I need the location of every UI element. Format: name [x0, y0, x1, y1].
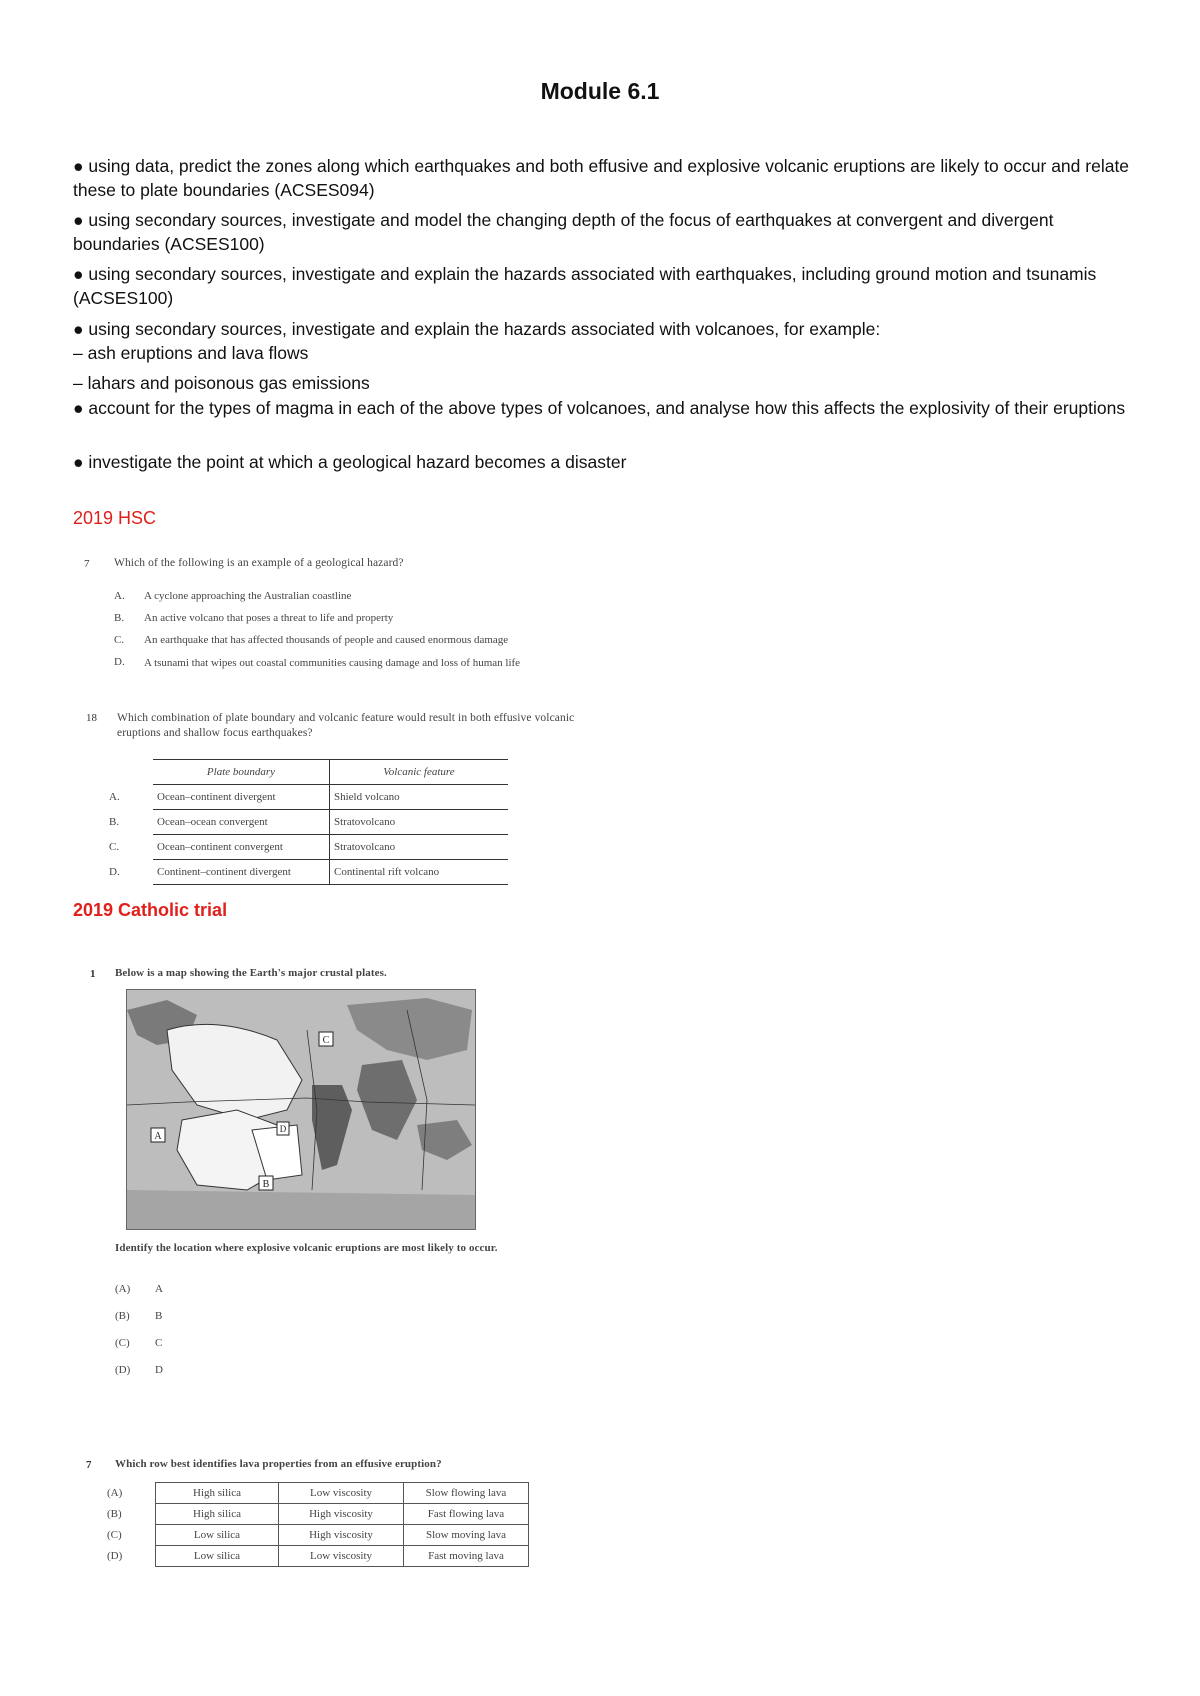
option-text: An earthquake that has affected thousands of people and caused enormous damage [144, 634, 509, 646]
cell-viscosity: Low viscosity [279, 1546, 404, 1567]
objective-1: ● using data, predict the zones along which earthquakes and both effusive and explosive volcanic eruptions are likely to occur and relate these to plate boundaries (ACSES094) [73, 156, 1130, 200]
table-row [101, 1546, 529, 1567]
question-text: Which combination of plate boundary and volcanic feature would result in both effusive volcanic eruptions and shallow focus earthquakes? [117, 712, 575, 739]
cell-feature: Continental rift volcano [330, 860, 509, 885]
table-header: Plate boundary [153, 760, 330, 785]
option-text: D [155, 1364, 163, 1376]
table-row [101, 1504, 529, 1525]
cell-silica: Low silica [156, 1546, 279, 1567]
cell-silica: High silica [156, 1483, 279, 1504]
objective-3: ● using secondary sources, investigate and explain the hazards associated with earthquakes, including ground motion and tsunamis (ACSES100) [73, 264, 1097, 308]
question-number: 1 [90, 968, 96, 980]
option-letter: (B) [115, 1310, 130, 1322]
cell-feature: Stratovolcano [330, 835, 509, 860]
question-number: 18 [86, 712, 97, 724]
option-letter: B. [114, 612, 125, 624]
objective-6: ● investigate the point at which a geological hazard becomes a disaster [73, 452, 627, 472]
crustal-plates-map [126, 989, 476, 1230]
page-title: Module 6.1 [540, 78, 660, 104]
cell-boundary: Ocean–continent convergent [153, 835, 330, 860]
question-text: Which row best identifies lava properties from an effusive eruption? [115, 1458, 442, 1470]
lava-properties-table [101, 1482, 529, 1567]
row-letter: (A) [107, 1487, 123, 1499]
cell-viscosity: High viscosity [279, 1504, 404, 1525]
cell-flow: Slow moving lava [404, 1525, 529, 1546]
option-text: A cyclone approaching the Australian coastline [144, 590, 352, 602]
cell-boundary: Ocean–ocean convergent [153, 810, 330, 835]
cell-feature: Shield volcano [330, 785, 509, 810]
table-row [105, 810, 508, 835]
map-label-a: A [154, 1131, 162, 1142]
objective-2: ● using secondary sources, investigate and model the changing depth of the focus of earthquakes at convergent and divergent boundaries (ACSES100) [73, 210, 1054, 254]
section-heading-hsc: 2019 HSC [73, 508, 157, 528]
objective-4b: – lahars and poisonous gas emissions [73, 373, 370, 393]
table-row [101, 1525, 529, 1546]
row-letter: A. [109, 791, 120, 803]
question-number: 7 [84, 558, 90, 570]
row-letter: (C) [107, 1529, 122, 1541]
cell-viscosity: Low viscosity [279, 1483, 404, 1504]
option-letter: (D) [115, 1364, 131, 1376]
question-text: Below is a map showing the Earth's major crustal plates. [115, 967, 387, 979]
row-letter: B. [109, 816, 120, 828]
question-prompt: Identify the location where explosive volcanic eruptions are most likely to occur. [115, 1242, 498, 1254]
cell-feature: Stratovolcano [330, 810, 509, 835]
world-map-image [127, 990, 475, 1229]
option-text: An active volcano that poses a threat to life and property [144, 612, 394, 624]
objective-4: ● using secondary sources, investigate and explain the hazards associated with volcanoes, for example: [73, 319, 881, 339]
plate-boundary-table [105, 759, 508, 885]
table-header: Volcanic feature [330, 760, 509, 785]
section-heading-catholic: 2019 Catholic trial [73, 900, 228, 920]
option-text: A tsunami that wipes out coastal communities causing damage and loss of human life [144, 657, 521, 669]
question-number: 7 [86, 1459, 92, 1471]
table-row [101, 1483, 529, 1504]
map-label-d: D [279, 1124, 287, 1134]
option-letter: D. [114, 656, 125, 668]
objective-5: ● account for the types of magma in each of the above types of volcanoes, and analyse how this affects the explosivity of their eruptions [73, 398, 1126, 418]
table-row [105, 785, 508, 810]
option-letter: (A) [115, 1283, 131, 1295]
cell-viscosity: High viscosity [279, 1525, 404, 1546]
option-text: C [155, 1337, 163, 1349]
cell-flow: Fast moving lava [404, 1546, 529, 1567]
cell-flow: Slow flowing lava [404, 1483, 529, 1504]
row-letter: (B) [107, 1508, 122, 1520]
table-row [105, 835, 508, 860]
cell-boundary: Ocean–continent divergent [153, 785, 330, 810]
row-letter: C. [109, 841, 120, 853]
map-label-b: B [262, 1179, 270, 1190]
question-text: Which of the following is an example of a geological hazard? [114, 557, 404, 569]
option-letter: (C) [115, 1337, 130, 1349]
row-letter: D. [109, 866, 120, 878]
table-row [105, 860, 508, 885]
option-text: B [155, 1310, 163, 1322]
cell-silica: Low silica [156, 1525, 279, 1546]
option-letter: C. [114, 634, 125, 646]
cell-flow: Fast flowing lava [404, 1504, 529, 1525]
option-letter: A. [114, 590, 125, 602]
row-letter: (D) [107, 1550, 123, 1562]
cell-silica: High silica [156, 1504, 279, 1525]
option-text: A [155, 1283, 163, 1295]
cell-boundary: Continent–continent divergent [153, 860, 330, 885]
objective-4a: – ash eruptions and lava flows [73, 343, 309, 363]
map-label-c: C [322, 1035, 330, 1046]
